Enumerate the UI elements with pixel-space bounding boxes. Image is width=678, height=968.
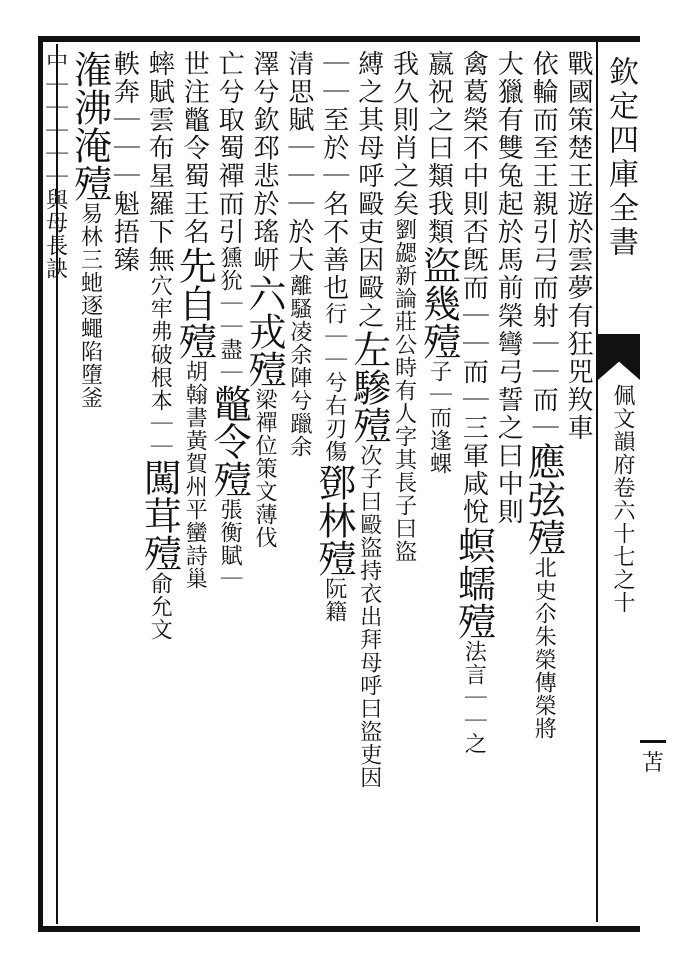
- column-text-segment: 蟀賦雲布星羅下無: [144, 50, 175, 274]
- column-text-segment: 嬴祝之曰類我類: [423, 50, 454, 246]
- column-text-segment: 澤兮欽邳悲於瑤岍: [249, 50, 279, 274]
- column-text-segment: 阮籍: [321, 577, 347, 623]
- column-text-segment: 劉勰新論莊公時有人字其長子曰盜: [391, 218, 417, 563]
- entry-headword: 應弦殪: [521, 442, 566, 556]
- entry-headword: 先自殪: [172, 246, 217, 360]
- entry-headword: 闖茸殪: [137, 458, 182, 572]
- column-text-segment: 行｜｜兮右刃傷: [321, 302, 347, 463]
- column-text-segment: 易林三虵逐蠅陷墮釜: [77, 202, 103, 409]
- column-text-segment: 清思賦｜｜｜於大: [283, 50, 314, 274]
- column-text-segment: 北史尒朱榮傳榮將: [531, 556, 557, 740]
- column-text-segment: 縛之其母呼毆吏因毆之: [353, 50, 384, 330]
- edge-glyph: 苫: [642, 751, 665, 776]
- column-text-segment: 次子曰毆盜持衣出拜母呼曰盜吏因: [356, 444, 382, 789]
- column-text-segment: 亡兮取蜀禪而引: [214, 50, 245, 246]
- column-text-segment: 離騷凌余陣兮躐余: [286, 274, 312, 458]
- text-column-16: [29, 50, 81, 920]
- column-text-segment: 中｜｜｜｜｜與母長訣: [42, 50, 68, 280]
- entry-headword: 盜幾殪: [416, 246, 461, 360]
- column-text-segment: 禽葛榮不中則否旣而｜｜而｜三軍咸悅: [458, 50, 489, 526]
- fishtail-mark: [598, 334, 640, 380]
- entry-headword: 鼈令殪: [207, 384, 252, 498]
- column-text-segment: 梁禪位策文薄伐: [252, 388, 277, 549]
- column-text-segment: 穴牢弗破根本｜｜: [147, 274, 173, 458]
- column-text-segment: 俞允文: [147, 572, 173, 641]
- column-text-segment: 獯狁｜｜盡｜: [217, 246, 243, 384]
- column-text-segment: 軼奔｜｜｜魁捂臻: [109, 50, 140, 274]
- column-text-segment: 世注鼈令蜀王名: [179, 50, 210, 246]
- entry-headword: 左驂殪: [346, 330, 391, 444]
- column-text-segment: 戰國策楚王遊於雲夢有狂兕䍩車: [563, 50, 594, 442]
- column-text-segment: 依輪而至王親引弓而射｜｜而｜: [528, 50, 559, 442]
- entry-headword: 鄧林殪: [311, 463, 356, 577]
- column-text-segment: ｜｜至於｜名不善也: [318, 50, 349, 302]
- column-text-segment: 我久則肖之矣: [388, 50, 419, 218]
- entry-headword: 潅沸淹殪: [67, 50, 112, 202]
- column-text-segment: 大獵有雙兔起於馬前榮彎弓誓之曰中則: [493, 50, 524, 526]
- header-volume: 佩文韻府卷六十七之十: [610, 384, 635, 614]
- column-text-segment: 張衡賦｜: [217, 498, 243, 590]
- entry-headword: 螟蠕殪: [451, 526, 496, 640]
- column-text-segment: 法言｜｜之: [461, 640, 487, 755]
- column-text-segment: 子｜而逢蜾: [426, 360, 452, 475]
- header-title: 欽定四庫全書: [603, 56, 638, 260]
- entry-headword: 六戎殪: [242, 274, 286, 388]
- column-text-segment: 胡翰書黃賀州平蠻詩巢: [182, 360, 208, 590]
